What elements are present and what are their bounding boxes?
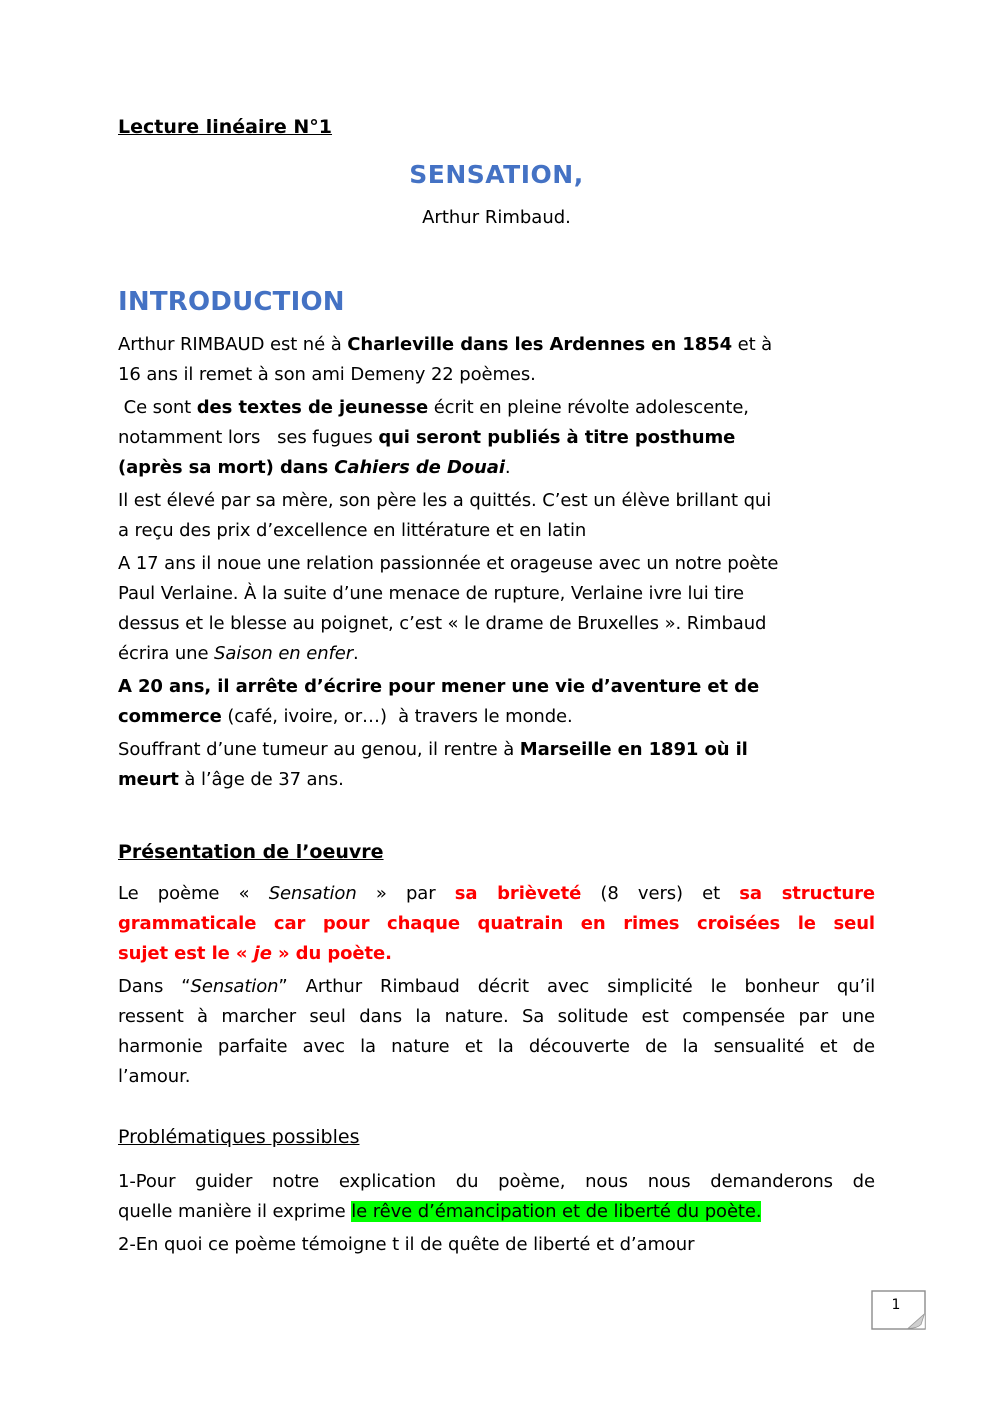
text-line [118,1002,875,1032]
poem-author: Arthur Rimbaud. [422,207,571,228]
text-segment: sa brièveté [454,883,582,904]
text-segment: grammaticale car pour chaque quatrain en rimes croisées le seul [118,913,875,934]
text-line [118,393,875,423]
text-line [118,453,875,483]
paragraph [118,330,875,390]
text-segment: qui seront publiés à titre posthume [378,427,736,448]
text-segment: (après sa mort) dans [118,457,335,478]
text-segment: à l’âge de 37 ans. [178,769,344,790]
highlighted-text: le rêve d’émancipation et de liberté du poète. [351,1201,762,1222]
text-line [118,909,875,939]
text-segment: Saison en enfer [214,643,354,664]
text-line [118,486,875,516]
text-line [118,549,875,579]
text-line [118,330,875,360]
text-segment: sa structure [739,883,875,904]
paragraph [118,1230,875,1260]
text-segment: (8 vers) et [581,883,740,904]
text-segment: Charleville dans les Ardennes en 1854 [347,334,732,355]
text-line [118,423,875,453]
text-segment: des textes de jeunesse [196,397,429,418]
text-segment: et à [732,334,773,355]
text-segment: Cahiers de Douai [334,457,505,478]
text-segment: notamment lors ses fugues [118,427,379,448]
page-number-widget[interactable] [871,1290,927,1330]
text-segment: » par [356,883,455,904]
text-segment: écrira une [118,643,215,664]
text-segment: a reçu des prix d’excellence en littérature et en latin [118,520,587,541]
text-line [118,516,875,546]
text-segment: 1-Pour guider notre explication du poème, nous nous demanderons de [118,1171,875,1192]
introduction-paragraphs [118,330,875,795]
paragraph [118,549,875,669]
text-line [118,702,875,732]
poem-title: SENSATION, [409,160,584,189]
text-segment: 2-En quoi ce poème témoigne t il de quête de liberté et d’amour [118,1234,695,1255]
text-line [118,1197,875,1227]
text-line [118,765,875,795]
text-line [118,1062,875,1092]
text-segment: A 17 ans il noue une relation passionnée et orageuse avec un notre poète [118,553,779,574]
text-segment: Le poème « [118,883,269,904]
text-segment: harmonie parfaite avec la nature et la découverte de la sensualité et de [118,1036,875,1057]
text-segment: Il est élevé par sa mère, son père les a quittés. C’est un élève brillant qui [118,490,772,511]
text-segment: Dans “ [118,976,191,997]
section-heading-problematiques: Problématiques possibles [118,1126,360,1148]
paragraph [118,879,875,969]
text-segment: (café, ivoire, or…) à travers le monde. [221,706,573,727]
text-line [118,1167,875,1197]
text-segment: . [504,457,511,478]
text-segment: Souffrant d’une tumeur au genou, il rentre à [118,739,520,760]
text-segment: » du poète. [271,943,392,964]
text-segment: Sensation [190,976,279,997]
oeuvre-paragraphs [118,879,875,1092]
paragraph [118,1167,875,1227]
text-segment: ” Arthur Rimbaud décrit avec simplicité le bonheur qu’il [278,976,875,997]
text-segment: Paul Verlaine. À la suite d’une menace de rupture, Verlaine ivre lui tire [118,583,744,604]
text-segment: commerce [118,706,222,727]
text-segment: meurt [118,769,179,790]
text-segment: Marseille en 1891 où il [519,739,748,760]
problematiques-paragraphs [118,1167,875,1260]
text-segment: sujet est le « [118,943,254,964]
text-line [118,672,875,702]
text-segment: dessus et le blesse au poignet, c’est « le drame de Bruxelles ». Rimbaud [118,613,767,634]
doc-title: Lecture linéaire N°1 [118,116,333,138]
paragraph [118,735,875,795]
text-segment: Sensation [268,883,357,904]
text-line [118,939,875,969]
text-segment: Ce sont [118,397,197,418]
text-segment: 16 ans il remet à son ami Demeny 22 poèmes. [118,364,536,385]
text-line [118,360,875,390]
text-line [118,609,875,639]
text-segment: . [353,643,359,664]
text-line [118,579,875,609]
page-number: 1 [891,1297,901,1313]
text-segment: A 20 ans, il arrête d’écrire pour mener une vie d’aventure et de [118,676,760,697]
text-segment: quelle manière il exprime [118,1201,352,1222]
text-segment: je [253,943,272,964]
paragraph [118,393,875,483]
text-segment: ressent à marcher seul dans la nature. Sa solitude est compensée par une [118,1006,875,1027]
text-segment: l’amour. [118,1066,191,1087]
text-segment: écrit en pleine révolte adolescente, [428,397,749,418]
text-line [118,972,875,1002]
text-line [118,735,875,765]
section-heading-introduction: INTRODUCTION [118,287,345,317]
paragraph [118,672,875,732]
paragraph [118,972,875,1092]
text-line [118,1032,875,1062]
text-line [118,879,875,909]
text-line [118,1230,875,1260]
section-heading-oeuvre: Présentation de l’oeuvre [118,841,384,863]
text-line [118,639,875,669]
text-segment: Arthur RIMBAUD est né à [118,334,348,355]
paragraph [118,486,875,546]
